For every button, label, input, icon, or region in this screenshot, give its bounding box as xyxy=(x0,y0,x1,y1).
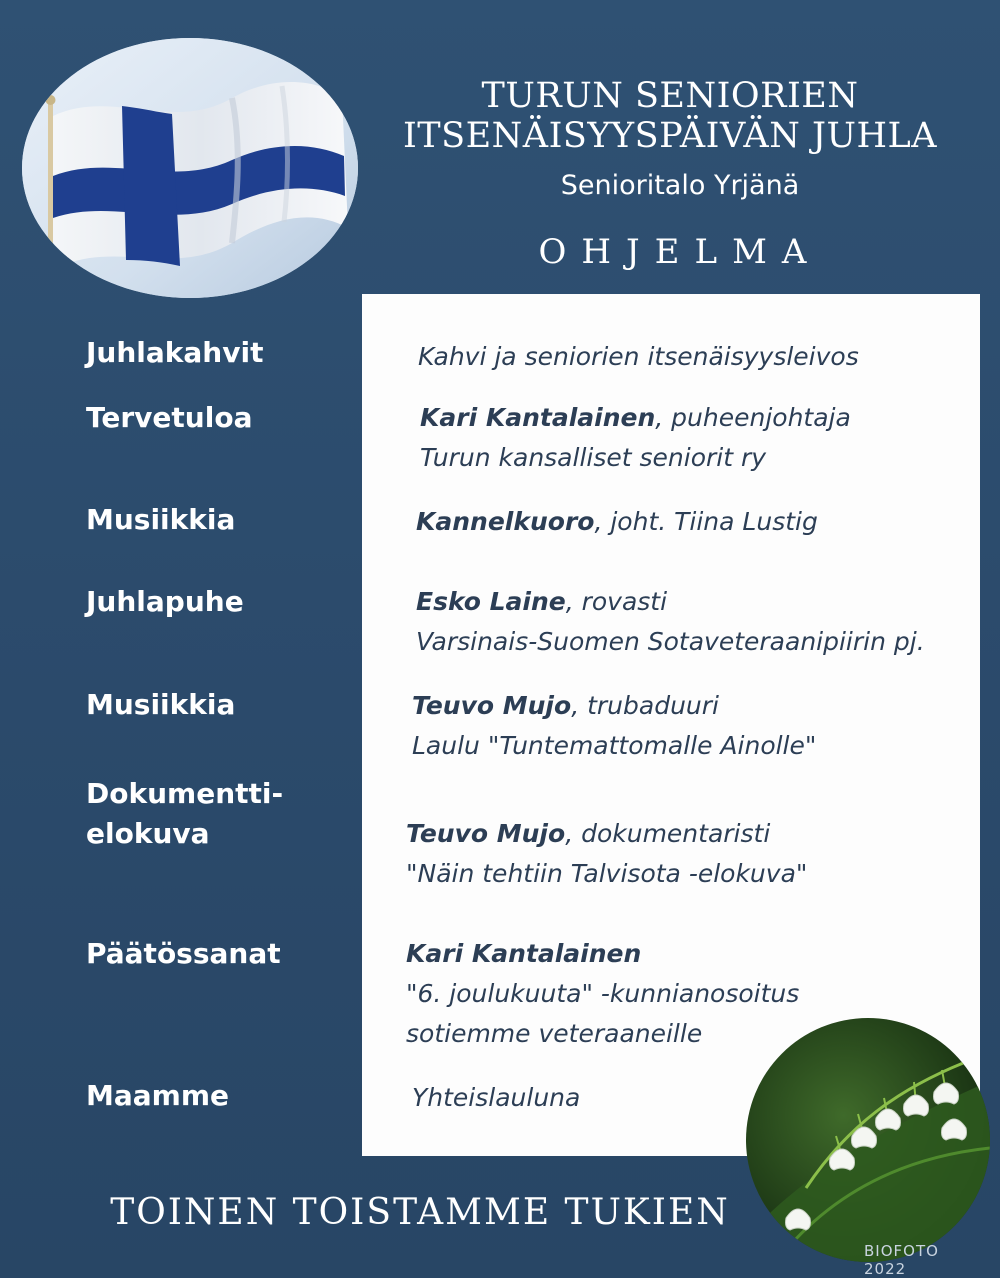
venue: Senioritalo Yrjänä xyxy=(560,170,800,201)
performer-role: , dokumentaristi xyxy=(565,819,771,848)
entry-extra: "Näin tehtiin Talvisota -elokuva" xyxy=(406,859,808,888)
program-label-line1: Dokumentti- xyxy=(86,777,284,810)
program-entry xyxy=(416,502,818,542)
program-entry xyxy=(420,398,851,478)
performer-name: Esko Laine xyxy=(416,587,566,616)
program-label: Juhlakahvit xyxy=(86,336,264,369)
performer-name: Kari Kantalainen xyxy=(420,403,656,432)
performer-name: Teuvo Mujo xyxy=(406,819,566,848)
flag-icon xyxy=(22,38,358,298)
entry-detail: Yhteislauluna xyxy=(412,1083,581,1112)
program-label xyxy=(86,774,283,854)
entry-extra: sotiemme veteraaneille xyxy=(406,1019,703,1048)
entry-extra: Varsinais-Suomen Sotaveteraanipiirin pj. xyxy=(416,627,925,656)
program-label: Juhlapuhe xyxy=(86,585,244,618)
program-entry xyxy=(406,814,807,894)
motto: TOINEN TOISTAMME TUKIEN xyxy=(110,1192,730,1233)
event-title-line1: TURUN SENIORIEN xyxy=(481,76,859,116)
program-label: Musiikkia xyxy=(86,503,236,536)
flower-icon xyxy=(746,1018,990,1262)
event-title-line2: ITSENÄISYYSPÄIVÄN JUHLA xyxy=(402,116,938,156)
program-entry xyxy=(406,934,799,1054)
photo-credit: BIOFOTO 2022 xyxy=(864,1242,939,1278)
event-title xyxy=(380,76,960,156)
performer-role: , joht. Tiina Lustig xyxy=(594,507,818,536)
performer-name: Kannelkuoro xyxy=(416,507,595,536)
performer-role: , trubaduuri xyxy=(571,691,719,720)
entry-extra: Turun kansalliset seniorit ry xyxy=(420,443,767,472)
program-label: Maamme xyxy=(86,1079,229,1112)
entry-extra: Laulu "Tuntemattomalle Ainolle" xyxy=(412,731,817,760)
program-heading: OHJELMA xyxy=(538,232,822,272)
program-label: Musiikkia xyxy=(86,688,236,721)
program-label: Tervetuloa xyxy=(86,401,253,434)
performer-role: , rovasti xyxy=(565,587,668,616)
program-entry xyxy=(412,1078,580,1118)
program-entry xyxy=(416,582,925,662)
program-label: Päätössanat xyxy=(86,937,281,970)
performer-name: Teuvo Mujo xyxy=(412,691,572,720)
program-label-line2: elokuva xyxy=(86,817,210,850)
performer-name: Kari Kantalainen xyxy=(406,939,642,968)
entry-detail: Kahvi ja seniorien itsenäisyysleivos xyxy=(418,342,859,371)
finnish-flag-image xyxy=(22,38,358,298)
lily-of-the-valley-image xyxy=(746,1018,990,1262)
program-entry xyxy=(418,337,859,377)
entry-extra: "6. joulukuuta" -kunnianosoitus xyxy=(406,979,800,1008)
program-entry xyxy=(412,686,816,766)
performer-role: , puheenjohtaja xyxy=(655,403,851,432)
